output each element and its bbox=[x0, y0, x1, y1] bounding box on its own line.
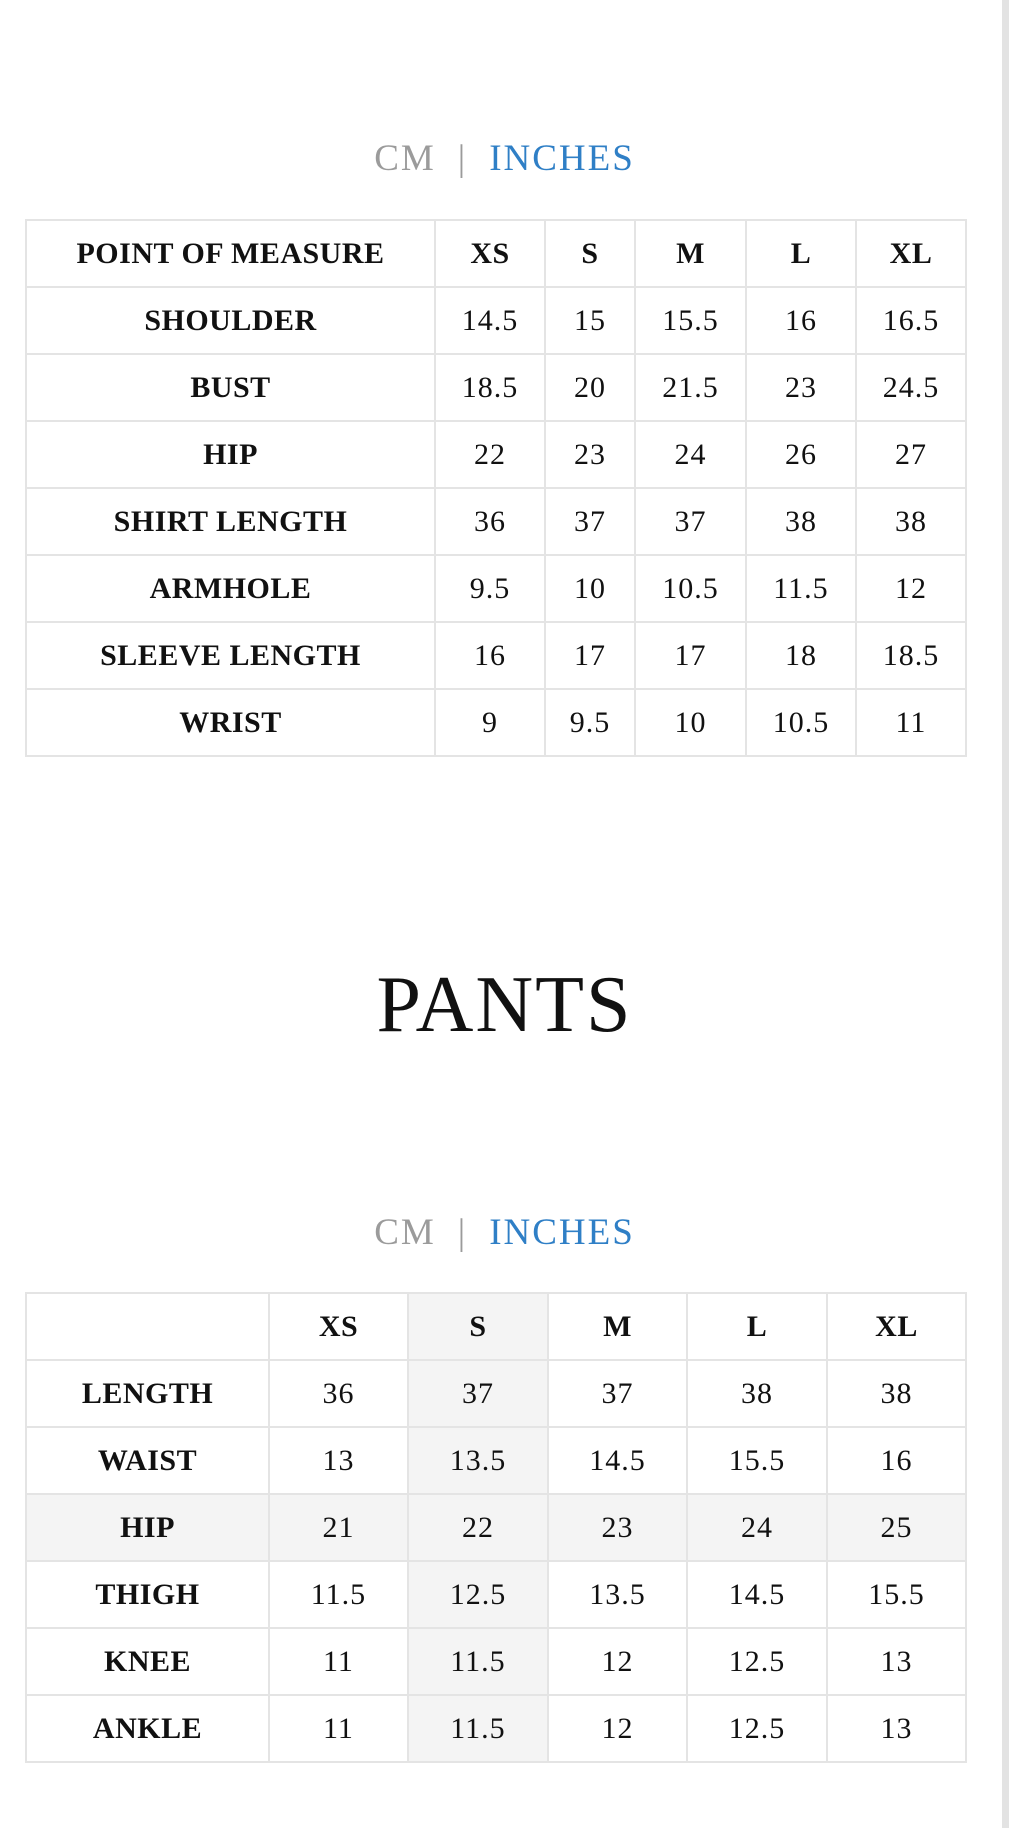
table-cell: 20 bbox=[545, 354, 635, 421]
row-label: LENGTH bbox=[26, 1360, 269, 1427]
table-cell: 27 bbox=[856, 421, 966, 488]
column-header: XS bbox=[435, 220, 545, 287]
table-cell: 10 bbox=[635, 689, 746, 756]
row-label: HIP bbox=[26, 421, 435, 488]
table-header-row bbox=[26, 1293, 966, 1360]
table-cell: 15.5 bbox=[635, 287, 746, 354]
table-row bbox=[26, 421, 966, 488]
scrollbar[interactable] bbox=[1002, 0, 1009, 1828]
column-header: M bbox=[635, 220, 746, 287]
column-header: L bbox=[746, 220, 856, 287]
table-cell: 16.5 bbox=[856, 287, 966, 354]
table-cell: 18.5 bbox=[856, 622, 966, 689]
table-cell: 22 bbox=[408, 1494, 548, 1561]
column-header: XL bbox=[856, 220, 966, 287]
table-cell: 14.5 bbox=[548, 1427, 687, 1494]
table-cell: 23 bbox=[746, 354, 856, 421]
table-cell: 37 bbox=[545, 488, 635, 555]
table-cell: 11.5 bbox=[269, 1561, 408, 1628]
table-cell: 38 bbox=[746, 488, 856, 555]
row-label: ARMHOLE bbox=[26, 555, 435, 622]
table-cell: 13.5 bbox=[548, 1561, 687, 1628]
table-row bbox=[26, 1561, 966, 1628]
pants-size-table bbox=[25, 1292, 967, 1763]
inches-toggle[interactable]: INCHES bbox=[489, 1212, 635, 1253]
table-row bbox=[26, 1494, 966, 1561]
table-cell: 14.5 bbox=[687, 1561, 827, 1628]
column-header: M bbox=[548, 1293, 687, 1360]
inches-toggle[interactable]: INCHES bbox=[489, 138, 635, 179]
shirt-size-table bbox=[25, 219, 967, 757]
table-cell: 11.5 bbox=[746, 555, 856, 622]
table-cell: 38 bbox=[827, 1360, 966, 1427]
table-cell: 24 bbox=[635, 421, 746, 488]
table-row bbox=[26, 488, 966, 555]
row-label: THIGH bbox=[26, 1561, 269, 1628]
table-cell: 15.5 bbox=[827, 1561, 966, 1628]
row-label: SHOULDER bbox=[26, 287, 435, 354]
table-cell: 15 bbox=[545, 287, 635, 354]
table-cell: 18.5 bbox=[435, 354, 545, 421]
table-cell: 37 bbox=[408, 1360, 548, 1427]
table-row bbox=[26, 689, 966, 756]
row-label: SLEEVE LENGTH bbox=[26, 622, 435, 689]
column-header: XS bbox=[269, 1293, 408, 1360]
table-cell: 12 bbox=[548, 1628, 687, 1695]
table-cell: 21.5 bbox=[635, 354, 746, 421]
table-cell: 22 bbox=[435, 421, 545, 488]
table-cell: 24 bbox=[687, 1494, 827, 1561]
row-label: HIP bbox=[26, 1494, 269, 1561]
table-cell: 12.5 bbox=[687, 1695, 827, 1762]
table-cell: 13 bbox=[827, 1628, 966, 1695]
table-cell: 16 bbox=[435, 622, 545, 689]
table-row bbox=[26, 555, 966, 622]
column-header: XL bbox=[827, 1293, 966, 1360]
table-cell: 11.5 bbox=[408, 1695, 548, 1762]
cm-toggle[interactable]: CM bbox=[374, 138, 436, 179]
table-row bbox=[26, 1360, 966, 1427]
table-cell: 11 bbox=[269, 1628, 408, 1695]
table-cell: 24.5 bbox=[856, 354, 966, 421]
table-cell: 12.5 bbox=[687, 1628, 827, 1695]
table-cell: 37 bbox=[635, 488, 746, 555]
table-cell: 9 bbox=[435, 689, 545, 756]
table-cell: 38 bbox=[687, 1360, 827, 1427]
table-row bbox=[26, 622, 966, 689]
table-cell: 26 bbox=[746, 421, 856, 488]
toggle-separator: | bbox=[457, 1212, 468, 1253]
table-cell: 11 bbox=[856, 689, 966, 756]
column-header: S bbox=[545, 220, 635, 287]
row-label: WAIST bbox=[26, 1427, 269, 1494]
toggle-separator: | bbox=[457, 138, 468, 179]
table-cell: 12 bbox=[548, 1695, 687, 1762]
table-cell: 38 bbox=[856, 488, 966, 555]
table-cell: 21 bbox=[269, 1494, 408, 1561]
row-label: SHIRT LENGTH bbox=[26, 488, 435, 555]
table-cell: 23 bbox=[545, 421, 635, 488]
table-cell: 11 bbox=[269, 1695, 408, 1762]
cm-toggle[interactable]: CM bbox=[374, 1212, 436, 1253]
table-cell: 16 bbox=[827, 1427, 966, 1494]
table-cell: 10.5 bbox=[746, 689, 856, 756]
row-label: KNEE bbox=[26, 1628, 269, 1695]
table-cell: 36 bbox=[269, 1360, 408, 1427]
column-header bbox=[26, 1293, 269, 1360]
table-cell: 12.5 bbox=[408, 1561, 548, 1628]
table-cell: 14.5 bbox=[435, 287, 545, 354]
table-cell: 18 bbox=[746, 622, 856, 689]
column-header: S bbox=[408, 1293, 548, 1360]
table-cell: 10 bbox=[545, 555, 635, 622]
table-cell: 23 bbox=[548, 1494, 687, 1561]
column-header: L bbox=[687, 1293, 827, 1360]
table-cell: 17 bbox=[545, 622, 635, 689]
table-row bbox=[26, 1427, 966, 1494]
table-cell: 11.5 bbox=[408, 1628, 548, 1695]
table-row bbox=[26, 1628, 966, 1695]
column-header: POINT OF MEASURE bbox=[26, 220, 435, 287]
unit-toggle-pants bbox=[0, 1211, 1009, 1254]
table-cell: 9.5 bbox=[545, 689, 635, 756]
table-cell: 13 bbox=[827, 1695, 966, 1762]
table-cell: 12 bbox=[856, 555, 966, 622]
table-cell: 15.5 bbox=[687, 1427, 827, 1494]
table-header-row bbox=[26, 220, 966, 287]
row-label: ANKLE bbox=[26, 1695, 269, 1762]
table-cell: 25 bbox=[827, 1494, 966, 1561]
table-cell: 13 bbox=[269, 1427, 408, 1494]
table-cell: 10.5 bbox=[635, 555, 746, 622]
table-row bbox=[26, 287, 966, 354]
table-cell: 16 bbox=[746, 287, 856, 354]
pants-section-title: PANTS bbox=[376, 961, 633, 1049]
row-label: BUST bbox=[26, 354, 435, 421]
table-cell: 9.5 bbox=[435, 555, 545, 622]
table-cell: 37 bbox=[548, 1360, 687, 1427]
table-row bbox=[26, 354, 966, 421]
table-cell: 36 bbox=[435, 488, 545, 555]
table-cell: 13.5 bbox=[408, 1427, 548, 1494]
row-label: WRIST bbox=[26, 689, 435, 756]
table-cell: 17 bbox=[635, 622, 746, 689]
table-row bbox=[26, 1695, 966, 1762]
unit-toggle-shirt bbox=[0, 137, 1009, 180]
